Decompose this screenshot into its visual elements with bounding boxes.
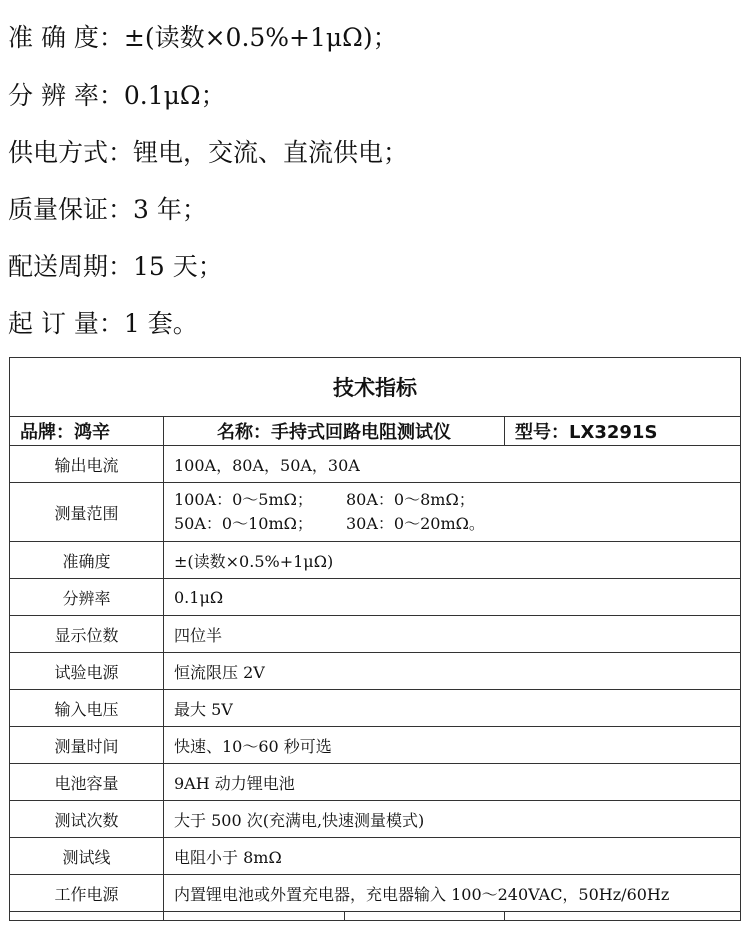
row-value: 快速、10～60 秒可选 xyxy=(164,727,741,764)
table-row-partial xyxy=(10,912,741,921)
row-label: 分辨率 xyxy=(10,579,164,616)
spec-line-resolution: 分 辨 率：0.1μΩ； xyxy=(8,81,226,110)
row-value: 四位半 xyxy=(164,616,741,653)
row-label: 测试线 xyxy=(10,838,164,875)
range-value: 30A：0～20mΩ。 xyxy=(346,514,485,533)
tech-spec-table xyxy=(9,357,741,921)
row-label: 测量范围 xyxy=(10,483,164,542)
table-row xyxy=(10,653,741,690)
table-row xyxy=(10,764,741,801)
row-value: 100A，80A，50A，30A xyxy=(164,446,741,483)
table-row xyxy=(10,727,741,764)
row-value: 内置锂电池或外置充电器，充电器输入 100～240VAC，50Hz/60Hz xyxy=(164,875,741,912)
range-value: 80A：0～8mΩ； xyxy=(346,490,475,509)
row-label: 准确度 xyxy=(10,542,164,579)
row-value: 最大 5V xyxy=(164,690,741,727)
row-label: 工作电源 xyxy=(10,875,164,912)
row-label: 输出电流 xyxy=(10,446,164,483)
spec-line-delivery: 配送周期：15 天； xyxy=(8,252,223,281)
table-row xyxy=(10,542,741,579)
row-value: ±(读数×0.5%+1μΩ) xyxy=(164,542,741,579)
table-row xyxy=(10,616,741,653)
row-value: 恒流限压 2V xyxy=(164,653,741,690)
table-row xyxy=(10,690,741,727)
spec-line-accuracy: 准 确 度：±(读数×0.5%+1μΩ)； xyxy=(8,23,398,52)
range-value: 100A：0～5mΩ； xyxy=(174,490,313,509)
table-row xyxy=(10,838,741,875)
row-label: 试验电源 xyxy=(10,653,164,690)
table-row xyxy=(10,875,741,912)
table-header-row xyxy=(10,417,741,446)
range-values xyxy=(164,483,741,542)
table-row xyxy=(10,579,741,616)
range-line xyxy=(174,512,740,536)
table-row xyxy=(10,446,741,483)
row-label: 电池容量 xyxy=(10,764,164,801)
row-value: 0.1μΩ xyxy=(164,579,741,616)
row-label: 测试次数 xyxy=(10,801,164,838)
range-value: 50A：0～10mΩ； xyxy=(174,514,313,533)
table-row xyxy=(10,801,741,838)
spec-line-warranty: 质量保证：3 年； xyxy=(8,195,207,224)
table-title-row xyxy=(10,358,741,417)
table-row xyxy=(10,483,741,542)
model-cell: 型号：LX3291S xyxy=(505,417,741,446)
row-label: 输入电压 xyxy=(10,690,164,727)
table-title: 技术指标 xyxy=(10,358,741,417)
row-label: 显示位数 xyxy=(10,616,164,653)
spec-line-power-supply: 供电方式：锂电，交流、直流供电； xyxy=(8,138,409,167)
brand-cell: 品牌：鸿辛 xyxy=(10,417,164,446)
spec-line-min-order: 起 订 量：1 套。 xyxy=(8,309,198,338)
row-value: 电阻小于 8mΩ xyxy=(164,838,741,875)
range-line xyxy=(174,488,740,512)
row-value: 大于 500 次(充满电,快速测量模式) xyxy=(164,801,741,838)
row-value: 9AH 动力锂电池 xyxy=(164,764,741,801)
row-label: 测量时间 xyxy=(10,727,164,764)
product-name-cell: 名称：手持式回路电阻测试仪 xyxy=(164,417,505,446)
